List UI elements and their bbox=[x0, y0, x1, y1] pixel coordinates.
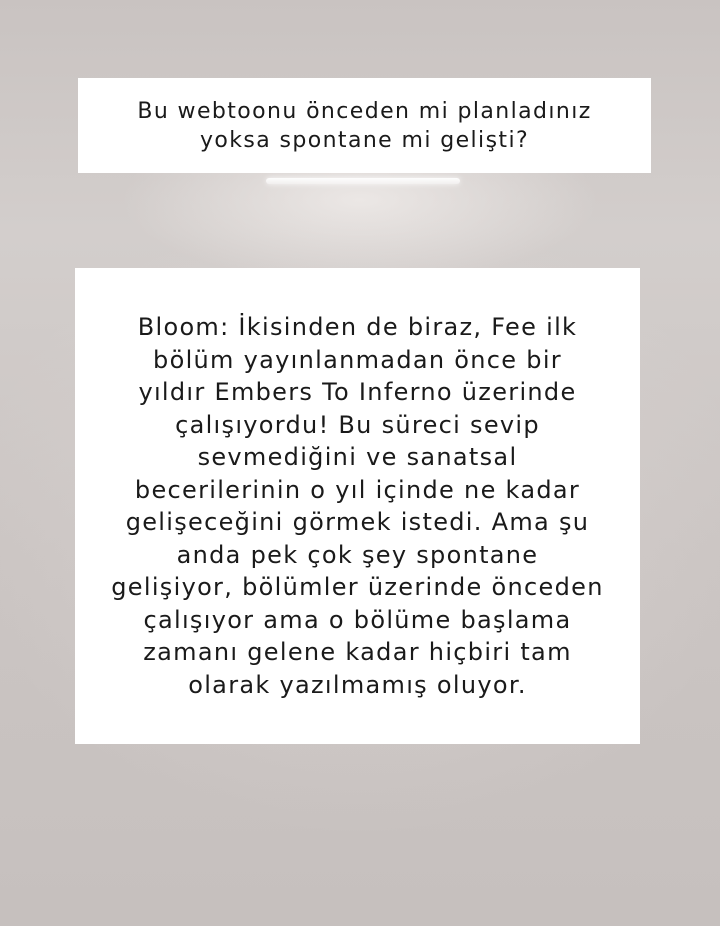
answer-line: sevmediğini ve sanatsal bbox=[197, 443, 518, 471]
answer-line: bölüm yayınlanmadan önce bir bbox=[153, 345, 562, 374]
answer-line: gelişiyor, bölümler üzerinde önceden bbox=[111, 573, 604, 601]
answer-line: zamanı gelene kadar hiçbiri tam bbox=[143, 638, 572, 666]
question-line: yoksa spontane mi gelişti? bbox=[199, 127, 530, 153]
answer-line: anda pek çok şey spontane bbox=[176, 540, 539, 569]
question-box bbox=[78, 78, 651, 173]
answer-line: gelişeceğini görmek istedi. Ama şu bbox=[125, 508, 590, 536]
answer-box bbox=[75, 268, 640, 744]
answer-line: yıldır Embers To Inferno üzerinde bbox=[138, 378, 577, 406]
answer-line: çalışıyor ama o bölüme başlama bbox=[143, 605, 572, 634]
answer-line: olarak yazılmamış oluyor. bbox=[188, 670, 527, 699]
answer-line: becerilerinin o yıl içinde ne kadar bbox=[134, 475, 581, 504]
question-line: Bu webtoonu önceden mi planladınız bbox=[137, 98, 592, 124]
divider bbox=[266, 178, 460, 184]
answer-line: Bloom: İkisinden de biraz, Fee ilk bbox=[137, 313, 578, 341]
answer-line: çalışıyordu! Bu süreci sevip bbox=[175, 410, 540, 439]
